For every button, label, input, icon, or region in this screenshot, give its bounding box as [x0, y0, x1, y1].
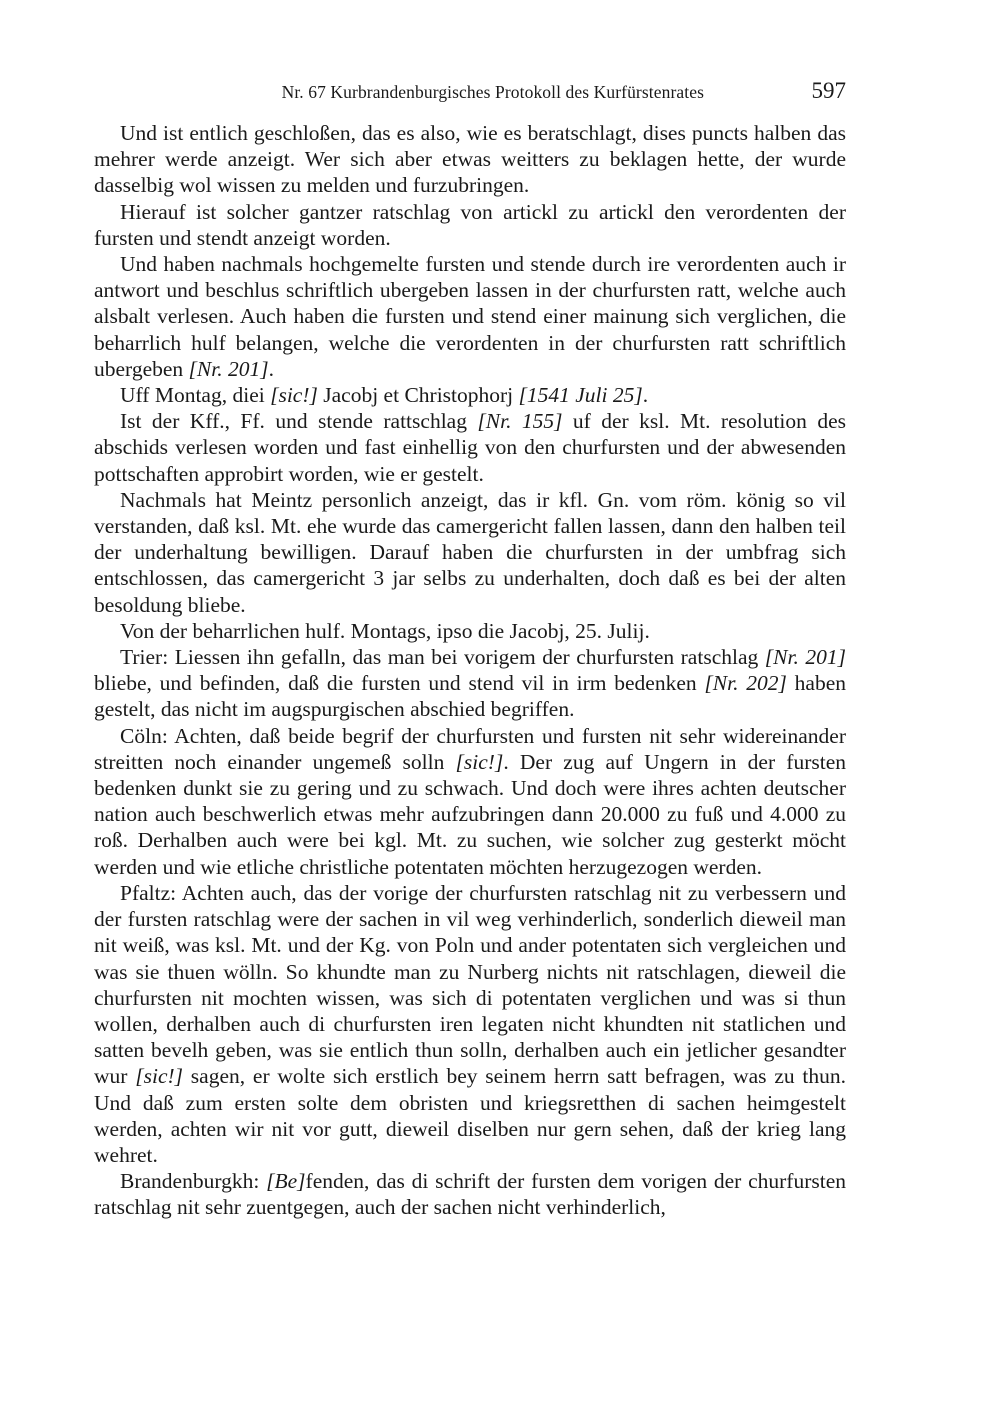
page-header: [94, 78, 846, 110]
paragraph: [94, 1168, 846, 1220]
paragraph: [94, 199, 846, 251]
text-segment: bliebe, und befinden, daß die fursten und stend vil in irm bedenken: [94, 671, 705, 696]
paragraph: [94, 618, 846, 644]
text-segment: .: [268, 356, 274, 381]
paragraph: [94, 251, 846, 382]
body-text: [94, 120, 846, 1221]
editorial-note: [Nr. 201]: [764, 645, 846, 670]
editorial-note: [sic!]: [270, 383, 318, 408]
editorial-note: [Be]: [266, 1169, 306, 1194]
text-segment: Pfaltz: Achten auch, das der vorige der churfursten ratschlag nit zu verbessern und der fursten ratschlag were der sachen in vil weg verhinderlich, sonderlich dieweil man nit weiß, was ksl. Mt. und der Kg. von Poln und ander potentaten sich vergleichen und was sie thuen wölln. So khundte man zu Nurberg nichts nit ratschlagen, dieweil die churfursten nit mochten wissen, was sich di potentaten verglichen und was si thun wollen, derhalben auch di churfursten iren legaten nicht khundten nit statlichen und satten bevelh geben, was sie entlich thun solln, derhalben auch ein jetlicher gesandter wur: [94, 880, 846, 1089]
text-segment: Ist der Kff., Ff. und stende rattschlag: [120, 409, 478, 434]
paragraph: [94, 120, 846, 199]
editorial-note: [Nr. 201]: [188, 356, 269, 381]
text-segment: fenden, das di schrift der fursten dem vorigen der churfursten ratschlag nit sehr zuentgegen, auch der sachen nicht verhinderlich,: [94, 1169, 846, 1220]
page-number: 597: [811, 78, 846, 103]
paragraph: [94, 382, 846, 408]
running-title: Nr. 67 Kurbrandenburgisches Protokoll des Kurfürstenrates: [281, 82, 704, 102]
text-segment: Trier: Liessen ihn gefalln, das man bei vorigem der churfursten ratschlag: [120, 645, 765, 670]
text-segment: Brandenburgkh:: [120, 1169, 267, 1194]
text-segment: haben gestelt, das nicht im augspurgischen abschied begriffen.: [94, 671, 846, 722]
text-segment: Von der beharrlichen hulf. Montags, ipso die Jacobj, 25. Julij.: [120, 618, 650, 643]
text-segment: Und haben nachmals hochgemelte fursten und stende durch ire verordenten auch ir antwort und beschlus schriftlich ubergeben lassen in der churfursten ratt, welche auch alsbalt verlesen. Auch haben die fursten und stend einer mainung sich verglichen, die beharrlich hulf belangen, welche die verordenten in der churfursten ratt schriftlich ubergeben: [94, 252, 846, 381]
text-segment: Cöln: Achten, daß beide begrif der churfursten und fursten nit sehr widereinander streitten noch einander ungemeß solln: [94, 723, 846, 774]
text-segment: Hierauf ist solcher gantzer ratschlag von artickl zu artickl den verordenten der fursten und stendt anzeigt worden.: [94, 199, 846, 250]
text-segment: Nachmals hat Meintz personlich anzeigt, das ir kfl. Gn. vom röm. könig so vil verstanden, daß ksl. Mt. ehe wurde das camergericht fallen lassen, dann den halben teil der underhaltung bewilligen. Darauf haben die churfursten in der umbfrag sich entschlossen, das camergericht 3 jar selbs zu underhalten, doch daß es bei der alten besoldung bliebe.: [94, 487, 846, 617]
editorial-note: [sic!]: [135, 1064, 184, 1089]
editorial-note: [sic!]: [455, 749, 504, 774]
paragraph: [94, 880, 846, 1168]
editorial-note: [Nr. 202]: [704, 671, 787, 696]
paragraph: [94, 723, 846, 880]
text-segment: sagen, er wolte sich erstlich bey seinem herrn satt befragen, was zu thun. Und daß zum ersten solte dem obristen und kriegsretthen di sachen heimgestelt werden, achten wir nit vor gutt, dieweil diselben nur gern sehen, daß der krieg lang wehret.: [94, 1064, 847, 1167]
paragraph: [94, 644, 846, 723]
text-segment: Und ist entlich geschloßen, das es also, wie es beratschlagt, dises puncts halben das mehrer werde anzeigt. Wer sich aber etwas weitters zu beklagen hette, der wurde dasselbig wol wissen zu melden und furzubringen.: [94, 121, 846, 198]
text-segment: .: [642, 383, 649, 408]
text-segment: . Der zug auf Ungern in der fursten bedenken dunkt sie zu gering und zu schwach. Und doch were ihres achten deutscher nation auch beschwerlich etwas mehr aufzubringen dann 20.000 zu fuß und 4.000 zu roß. Derhalben auch were bei kgl. Mt. zu suchen, wie solcher zug gesterkt möcht werden und wie etliche christliche potentaten möchten herzugezogen werden.: [94, 749, 846, 879]
text-segment: uf der ksl. Mt. resolution des abschids verlesen worden und fast einhellig von den churfursten und der abwesenden pottschaften approbirt worden, wie er gestelt.: [94, 409, 846, 486]
paragraph: [94, 487, 846, 618]
text-segment: Jacobj et Christophorj: [317, 383, 519, 408]
editorial-note: [1541 Juli 25]: [518, 383, 643, 408]
editorial-note: [Nr. 155]: [477, 409, 563, 434]
text-segment: Uff Montag, diei: [120, 383, 271, 408]
paragraph: [94, 408, 846, 487]
